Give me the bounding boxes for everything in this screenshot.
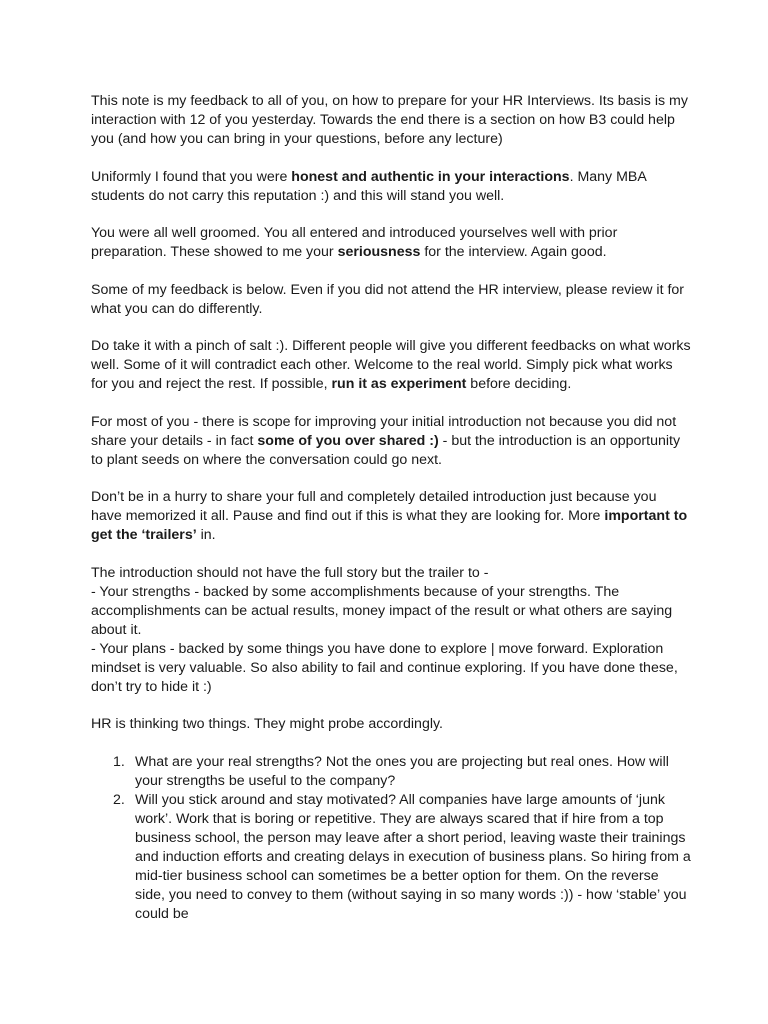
text-run: Do take it with a pinch of salt :). Different people will give you different feedbacks on what works well. Some of it will contradict each other. Welcome to the real world. Simply pick what works for you and reject the rest. If possible,	[91, 338, 691, 392]
bold-text: honest and authentic in your interactions	[291, 168, 570, 185]
paragraph-6	[91, 413, 691, 470]
paragraph-3	[91, 224, 691, 262]
paragraphs	[91, 92, 691, 734]
text-run: You were all well groomed. You all entered and introduced yourselves well with prior preparation. These showed to me your	[91, 225, 618, 260]
text-run: This note is my feedback to all of you, on how to prepare for your HR Interviews. Its basis is my interaction with 12 of you yesterday. Towards the end there is a section on how B3 could help you (and how you can bring in your questions, before any lecture)	[91, 93, 688, 147]
text-run: For most of you - there is scope for improving your initial introduction not because you did not share your details - in fact	[91, 413, 677, 449]
text-run: Some of my feedback is below. Even if you did not attend the HR interview, please review it for what you can do differently.	[91, 281, 685, 317]
paragraph-1	[91, 92, 691, 149]
text-run: - but the introduction is an opportunity to plant seeds on where the conversation could go next.	[91, 432, 681, 468]
list-item-text: Will you stick around and stay motivated? All companies have large amounts of ‘junk work’. Work that is boring or repetitive. They are always scared that if hire from a top business school, the person may leave after a short period, leaving waste their trainings and induction efforts and creating delays in execution of business plans. So hiring from a mid-tier business school can sometimes be a better option for them. On the reverse side, you need to convey to them (without saying in so many words :)) - how ‘stable’ you could be	[135, 791, 691, 922]
text-run: - Your strengths - backed by some accomplishments because of your strengths. The accomplishments can be actual results, money impact of the result or what others are saying about it.	[91, 583, 673, 638]
paragraph-5	[91, 337, 691, 394]
text-run: in.	[196, 527, 216, 543]
text-run: for the interview. Again good.	[420, 244, 607, 260]
text-run: before deciding.	[466, 376, 572, 392]
list-item	[91, 791, 691, 924]
paragraph-9	[91, 715, 691, 734]
bold-text: run it as experiment	[331, 376, 467, 392]
bold-text: important to get the ‘trailers’	[91, 508, 688, 543]
bold-text: some of you over shared :)	[257, 432, 439, 449]
text-run: HR is thinking two things. They might probe accordingly.	[91, 716, 443, 732]
list-number: 1.	[113, 753, 125, 770]
text-run: Uniformly I found that you were	[91, 168, 292, 185]
text-run: - Your plans - backed by some things you have done to explore | move forward. Exploration mindset is very valuable. So also ability to fail and continue exploring. If you have done these, don’t try to hide it :)	[91, 640, 678, 695]
document-body	[91, 92, 691, 924]
list-item-text: What are your real strengths? Not the ones you are projecting but real ones. How will your strengths be useful to the company?	[135, 753, 669, 789]
paragraph-2	[91, 168, 691, 206]
paragraph-8	[91, 564, 691, 697]
list-item	[91, 753, 691, 791]
text-run: . Many MBA students do not carry this reputation :) and this will stand you well.	[91, 168, 647, 204]
text-run: The introduction should not have the full story but the trailer to -	[91, 564, 489, 581]
text-run: Don’t be in a hurry to share your full and completely detailed introduction just because you have memorized it all. Pause and find out if this is what they are looking for. More	[91, 489, 657, 524]
bold-text: seriousness	[337, 244, 421, 260]
paragraph-4	[91, 281, 691, 319]
numbered-list	[91, 753, 691, 924]
list-number: 2.	[113, 791, 125, 808]
paragraph-7	[91, 488, 691, 545]
